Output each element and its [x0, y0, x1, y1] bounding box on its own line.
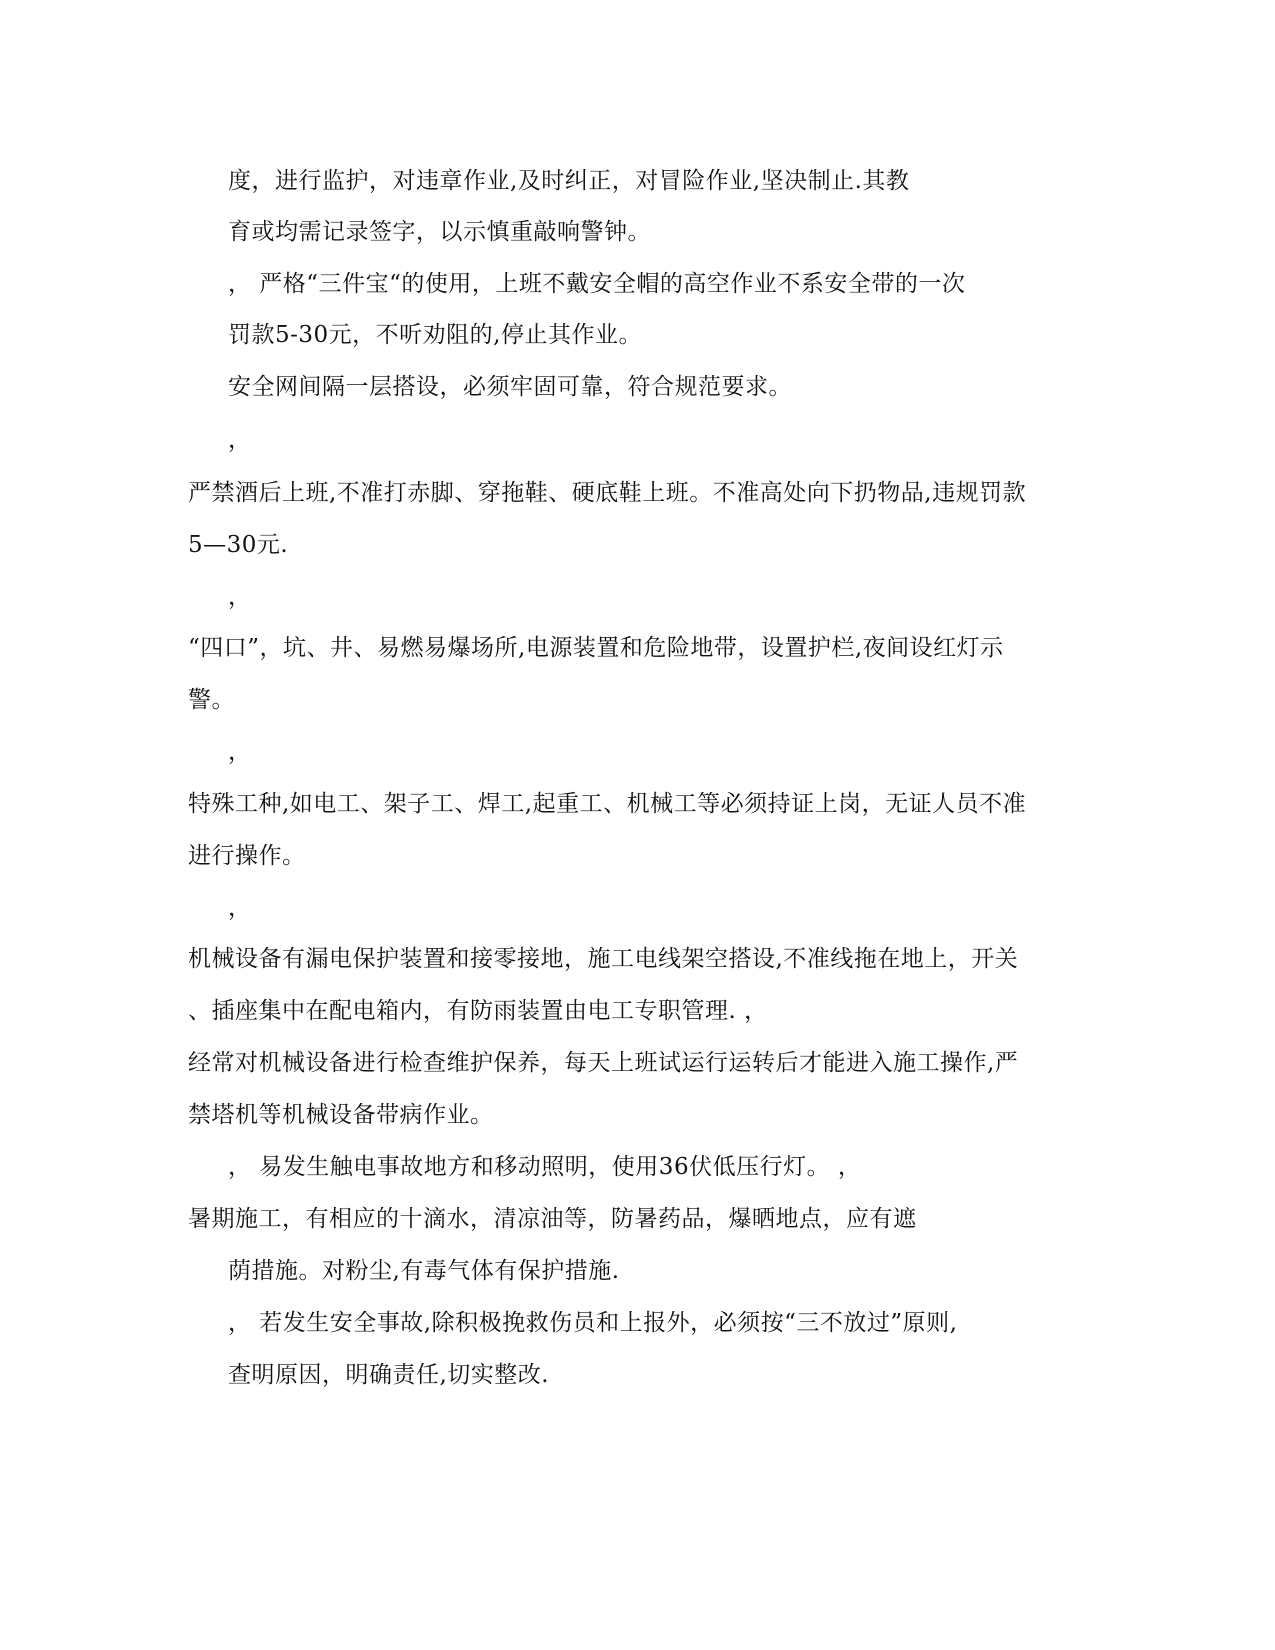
separator-comma: ，: [228, 584, 252, 610]
text-line: 荫措施。对粉尘,有毒气体有保护措施.: [228, 1258, 620, 1284]
text-line: 禁塔机等机械设备带病作业。: [188, 1102, 494, 1128]
text-line: 、插座集中在配电箱内，有防雨装置由电工专职管理. ，: [188, 998, 768, 1024]
text-line: 罚款5-30元，不听劝阻的,停止其作业。: [228, 322, 642, 348]
text-line: ， 若发生安全事故,除积极挽救伤员和上报外，必须按“三不放过”原则,: [228, 1310, 958, 1336]
text-line: 机械设备有漏电保护装置和接零接地，施工电线架空搭设,不准线拖在地上，开关: [188, 946, 1019, 972]
text-line: 查明原因，明确责任,切实整改.: [228, 1362, 550, 1388]
text-line: 特殊工种,如电工、架子工、焊工,起重工、机械工等必须持证上岗，无证人员不准: [188, 791, 1027, 817]
text-line: 安全网间隔一层搭设，必须牢固可靠，符合规范要求。: [228, 374, 792, 400]
text-line: 5—30元.: [188, 532, 289, 558]
text-line: 经常对机械设备进行检查维护保养，每天上班试运行运转后才能进入施工操作,严: [188, 1050, 1019, 1076]
text-line: 进行操作。: [188, 843, 306, 869]
text-line: 严禁酒后上班,不准打赤脚、穿拖鞋、硬底鞋上班。不准高处向下扔物品,违规罚款: [188, 480, 1027, 506]
text-line: ， 易发生触电事故地方和移动照明，使用36伏低压行灯。 ，: [228, 1154, 862, 1180]
text-line: ， 严格“三件宝“的使用，上班不戴安全帽的高空作业不系安全带的一次: [228, 271, 966, 297]
separator-comma: ，: [228, 427, 252, 453]
text-line: 暑期施工，有相应的十滴水，清凉油等，防暑药品，爆晒地点，应有遮: [188, 1206, 917, 1232]
separator-comma: ，: [228, 895, 252, 921]
text-line: 育或均需记录签字，以示慎重敲响警钟。: [228, 219, 651, 245]
text-line: “四口”，坑、井、易燃易爆场所,电源装置和危险地带，设置护栏,夜间设红灯示: [188, 635, 1004, 661]
text-line: 度，进行监护，对违章作业,及时纠正，对冒险作业,坚决制止.其教: [228, 168, 910, 194]
text-line: 警。: [188, 687, 235, 713]
separator-comma: ，: [228, 739, 252, 765]
